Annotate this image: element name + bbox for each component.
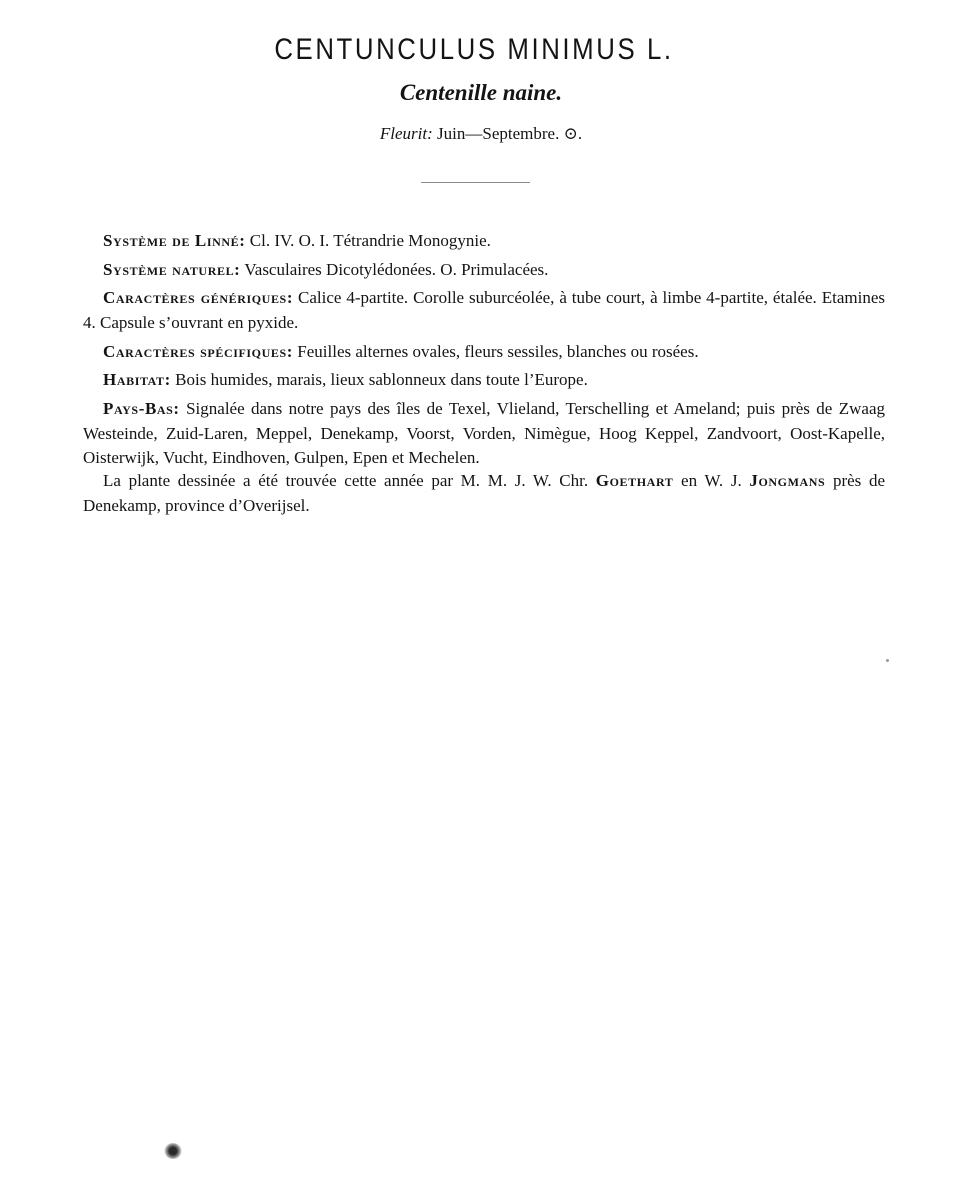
section-lead: Caractères spécifiques: [103,342,294,361]
section-lead: Pays-Bas: [103,399,180,418]
flowering-label: Fleurit: [379,124,433,143]
note-text-middle: en W. J. [673,471,750,490]
section-text: Feuilles alternes ovales, fleurs sessiles, blanches ou rosées. [293,342,699,361]
section-natural-system [83,258,905,283]
paper-ink-blot [164,1143,182,1159]
section-generic-characters [83,286,885,335]
section-specific-characters [83,340,905,365]
section-lead: Système naturel: [103,260,241,279]
section-linne [83,229,905,254]
flowering-value: Juin—Septembre. ⊙. [437,124,583,143]
collector-name-goethart: Goethart [595,471,674,490]
section-lead: Habitat: [103,370,171,389]
section-text: Bois humides, marais, lieux sablonneux dans toute l’Europe. [170,370,588,389]
paper-speck-small [886,659,889,662]
page-title: CENTUNCULUS MINIMUS L. [274,33,674,66]
section-habitat [83,368,905,393]
note-text-before: La plante dessinée a été trouvée cette année par M. M. J. W. Chr. [103,471,596,490]
section-lead: Caractères génériques: [103,288,294,307]
section-netherlands [83,397,885,471]
flowering-line [0,124,962,144]
note-text-after: près de Denekamp, province d’Overijsel. [83,471,885,515]
section-text: Vasculaires Dicotylédonées. O. Primulacées. [240,260,549,279]
section-lead: Système de Linné: [103,231,246,250]
page-subtitle: Centenille naine. [399,80,563,105]
collector-name-jongmans: Jongmans [749,471,826,490]
section-text: Calice 4-partite. Corolle suburcéolée, à tube court, à limbe 4-partite, étalée. Etamines 4. Capsule s’ouvrant en pyxide. [83,288,885,332]
section-text: Cl. IV. O. I. Tétrandrie Monogynie. [245,231,491,250]
collection-note [83,469,885,518]
divider-rule [421,182,530,183]
section-text: Signalée dans notre pays des îles de Texel, Vlieland, Terschelling et Ameland; puis près de Zwaag Westeinde, Zuid-Laren, Meppel, Denekamp, Voorst, Vorden, Nimègue, Hoog Keppel, Zandvoort, Oost-Kapelle, Oisterwijk, Vucht, Eindhoven, Gulpen, Epen et Mechelen. [83,399,885,467]
